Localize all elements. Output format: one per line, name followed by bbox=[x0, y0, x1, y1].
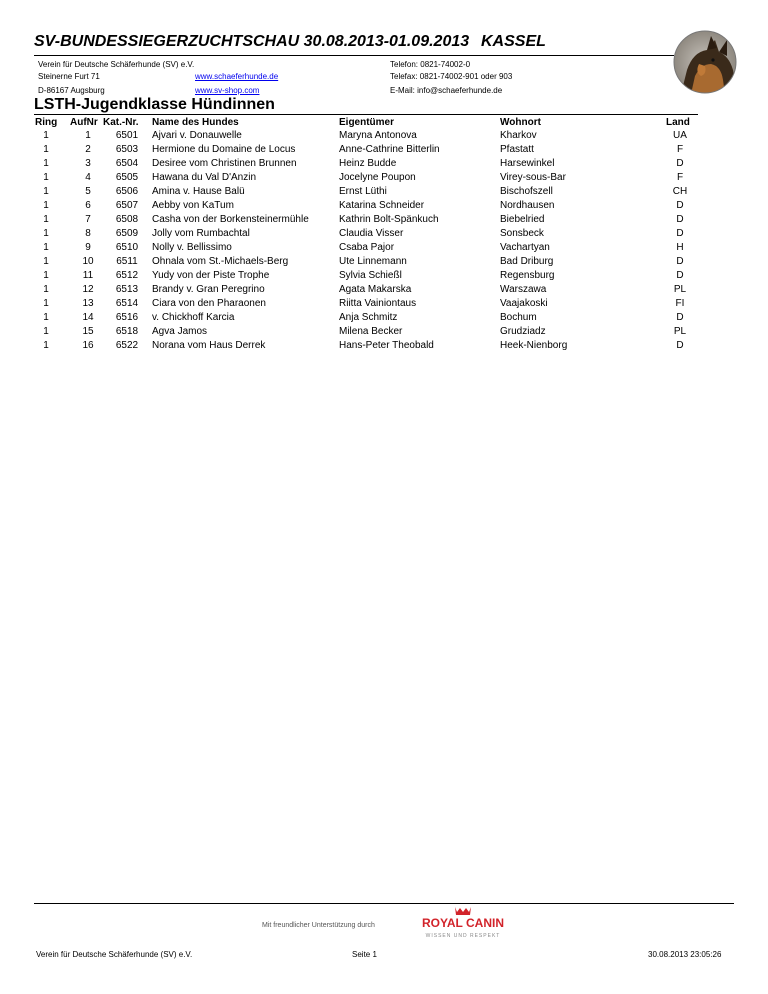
cell-owner: Riitta Vainiontaus bbox=[339, 298, 417, 309]
cell-owner: Heinz Budde bbox=[339, 158, 397, 169]
cell-country: D bbox=[676, 256, 684, 267]
cell-dog-name: Ohnala vom St.-Michaels-Berg bbox=[152, 256, 289, 267]
table-row bbox=[0, 130, 768, 144]
cell-dog-name: Jolly vom Rumbachtal bbox=[152, 228, 250, 239]
org-email: E-Mail: info@schaeferhunde.de bbox=[390, 86, 503, 95]
event-city: KASSEL bbox=[481, 33, 546, 50]
footer-timestamp: 30.08.2013 23:05:26 bbox=[648, 950, 722, 959]
cell-dog-name: Nolly v. Bellissimo bbox=[152, 242, 232, 253]
col-header-town: Wohnort bbox=[500, 117, 541, 128]
cell-dog-name: Hawana du Val D'Anzin bbox=[152, 172, 257, 183]
cell-aufnr: 8 bbox=[85, 228, 91, 239]
cell-owner: Ute Linnemann bbox=[339, 256, 407, 267]
org-street: Steinerne Furt 71 bbox=[38, 72, 100, 81]
cell-dog-name: Agva Jamos bbox=[152, 326, 208, 337]
cell-aufnr: 6 bbox=[85, 200, 91, 211]
cell-ring: 1 bbox=[43, 130, 49, 141]
cell-country: H bbox=[676, 242, 684, 253]
cell-ring: 1 bbox=[43, 144, 49, 155]
cell-owner: Milena Becker bbox=[339, 326, 403, 337]
cell-aufnr: 3 bbox=[85, 158, 91, 169]
cell-ring: 1 bbox=[43, 214, 49, 225]
cell-country: UA bbox=[673, 130, 687, 141]
cell-town: Heek-Nienborg bbox=[500, 340, 568, 351]
cell-aufnr: 1 bbox=[85, 130, 91, 141]
table-row bbox=[0, 200, 768, 214]
cell-dog-name: Yudy von der Piste Trophe bbox=[152, 270, 270, 281]
cell-ring: 1 bbox=[43, 340, 49, 351]
cell-dog-name: Brandy v. Gran Peregrino bbox=[152, 284, 265, 295]
cell-katnr: 6516 bbox=[115, 312, 139, 323]
cell-ring: 1 bbox=[43, 284, 49, 295]
cell-dog-name: Desiree vom Christinen Brunnen bbox=[152, 158, 297, 169]
cell-ring: 1 bbox=[43, 200, 49, 211]
org-name: Verein für Deutsche Schäferhunde (SV) e.V. bbox=[38, 60, 195, 69]
cell-owner: Maryna Antonova bbox=[339, 130, 417, 141]
cell-katnr: 6501 bbox=[115, 130, 139, 141]
header-divider bbox=[34, 55, 674, 56]
cell-town: Bochum bbox=[500, 312, 537, 323]
cell-aufnr: 13 bbox=[82, 298, 94, 309]
col-header-katnr: Kat.-Nr. bbox=[103, 117, 139, 128]
cell-aufnr: 9 bbox=[85, 242, 91, 253]
cell-owner: Agata Makarska bbox=[339, 284, 412, 295]
cell-aufnr: 11 bbox=[82, 270, 94, 281]
cell-ring: 1 bbox=[43, 158, 49, 169]
table-row bbox=[0, 326, 768, 340]
cell-owner: Anne-Cathrine Bitterlin bbox=[339, 144, 440, 155]
cell-town: Harsewinkel bbox=[500, 158, 555, 169]
footer-divider bbox=[34, 903, 734, 904]
table-row bbox=[0, 298, 768, 312]
cell-town: Warszawa bbox=[500, 284, 547, 295]
cell-town: Grudziadz bbox=[500, 326, 546, 337]
cell-owner: Kathrin Bolt-Spänkuch bbox=[339, 214, 439, 225]
cell-town: Nordhausen bbox=[500, 200, 555, 211]
cell-country: CH bbox=[672, 186, 688, 197]
cell-town: Bischofszell bbox=[500, 186, 553, 197]
cell-country: D bbox=[676, 158, 684, 169]
svg-text:ROYAL CANIN: ROYAL CANIN bbox=[421, 916, 505, 930]
cell-owner: Claudia Visser bbox=[339, 228, 404, 239]
cell-ring: 1 bbox=[43, 326, 49, 337]
cell-ring: 1 bbox=[43, 228, 49, 239]
org-zip-city: D-86167 Augsburg bbox=[38, 86, 105, 95]
cell-town: Sonsbeck bbox=[500, 228, 544, 239]
cell-owner: Jocelyne Poupon bbox=[339, 172, 416, 183]
footer-org: Verein für Deutsche Schäferhunde (SV) e.V. bbox=[36, 950, 193, 959]
cell-aufnr: 12 bbox=[82, 284, 94, 295]
sponsor-text: Mit freundlicher Unterstützung durch bbox=[262, 922, 375, 929]
cell-katnr: 6522 bbox=[115, 340, 139, 351]
shop-link[interactable]: www.sv-shop.com bbox=[195, 86, 260, 95]
cell-katnr: 6512 bbox=[115, 270, 139, 281]
cell-town: Kharkov bbox=[500, 130, 537, 141]
cell-aufnr: 16 bbox=[82, 340, 94, 351]
cell-katnr: 6508 bbox=[115, 214, 139, 225]
cell-country: FI bbox=[675, 298, 685, 309]
cell-town: Biebelried bbox=[500, 214, 545, 225]
royal-canin-logo bbox=[416, 905, 510, 941]
table-row bbox=[0, 186, 768, 200]
table-row bbox=[0, 340, 768, 354]
cell-ring: 1 bbox=[43, 312, 49, 323]
table-row bbox=[0, 172, 768, 186]
cell-town: Pfastatt bbox=[500, 144, 534, 155]
table-row bbox=[0, 312, 768, 326]
cell-aufnr: 2 bbox=[85, 144, 91, 155]
cell-town: Vaajakoski bbox=[500, 298, 548, 309]
cell-country: PL bbox=[673, 326, 687, 337]
cell-aufnr: 5 bbox=[85, 186, 91, 197]
cell-aufnr: 4 bbox=[85, 172, 91, 183]
cell-dog-name: v. Chickhoff Karcia bbox=[152, 312, 235, 323]
cell-dog-name: Aebby von KaTum bbox=[152, 200, 234, 211]
cell-dog-name: Casha von der Borkensteinermühle bbox=[152, 214, 309, 225]
cell-katnr: 6510 bbox=[115, 242, 139, 253]
cell-dog-name: Ajvari v. Donauwelle bbox=[152, 130, 242, 141]
document-title bbox=[34, 33, 684, 51]
shepherd-dog-photo-icon bbox=[673, 30, 737, 94]
cell-owner: Sylvia Schießl bbox=[339, 270, 402, 281]
cell-town: Bad Driburg bbox=[500, 256, 554, 267]
table-row bbox=[0, 284, 768, 298]
cell-aufnr: 10 bbox=[82, 256, 94, 267]
col-header-ring: Ring bbox=[35, 117, 58, 128]
cell-town: Regensburg bbox=[500, 270, 555, 281]
svg-text:WISSEN UND RESPEKT: WISSEN UND RESPEKT bbox=[425, 933, 501, 939]
table-row bbox=[0, 214, 768, 228]
website-link[interactable]: www.schaeferhunde.de bbox=[195, 72, 279, 81]
cell-dog-name: Norana vom Haus Derrek bbox=[152, 340, 266, 351]
class-divider bbox=[34, 114, 698, 115]
cell-katnr: 6507 bbox=[115, 200, 139, 211]
col-header-country: Land bbox=[666, 117, 690, 128]
footer-page: Seite 1 bbox=[352, 950, 377, 959]
cell-katnr: 6509 bbox=[115, 228, 139, 239]
cell-owner: Ernst Lüthi bbox=[339, 186, 387, 197]
cell-country: D bbox=[676, 228, 684, 239]
table-row bbox=[0, 256, 768, 270]
cell-ring: 1 bbox=[43, 270, 49, 281]
class-title: LSTH-Jugendklasse Hündinnen bbox=[34, 96, 275, 113]
table-row bbox=[0, 270, 768, 284]
cell-dog-name: Hermione du Domaine de Locus bbox=[152, 144, 296, 155]
table-row bbox=[0, 158, 768, 172]
col-header-owner: Eigentümer bbox=[339, 117, 395, 128]
cell-katnr: 6505 bbox=[115, 172, 139, 183]
event-title: SV-BUNDESSIEGERZUCHTSCHAU 30.08.2013-01.09.2013 bbox=[34, 33, 470, 50]
cell-katnr: 6513 bbox=[115, 284, 139, 295]
cell-aufnr: 7 bbox=[85, 214, 91, 225]
table-row bbox=[0, 144, 768, 158]
cell-owner: Anja Schmitz bbox=[339, 312, 398, 323]
col-header-aufnr: AufNr bbox=[70, 117, 98, 128]
cell-owner: Csaba Pajor bbox=[339, 242, 395, 253]
cell-country: F bbox=[676, 144, 684, 155]
table-row bbox=[0, 242, 768, 256]
cell-country: F bbox=[676, 172, 684, 183]
cell-town: Vachartyan bbox=[500, 242, 550, 253]
cell-katnr: 6511 bbox=[116, 256, 138, 267]
cell-katnr: 6518 bbox=[115, 326, 139, 337]
cell-dog-name: Ciara von den Pharaonen bbox=[152, 298, 266, 309]
cell-katnr: 6504 bbox=[115, 158, 139, 169]
cell-owner: Katarina Schneider bbox=[339, 200, 425, 211]
cell-katnr: 6514 bbox=[115, 298, 139, 309]
cell-aufnr: 15 bbox=[82, 326, 94, 337]
cell-aufnr: 14 bbox=[82, 312, 94, 323]
cell-dog-name: Amina v. Hause Balü bbox=[152, 186, 245, 197]
cell-country: D bbox=[676, 214, 684, 225]
org-fax: Telefax: 0821-74002-901 oder 903 bbox=[390, 72, 513, 81]
cell-ring: 1 bbox=[43, 172, 49, 183]
cell-country: D bbox=[676, 200, 684, 211]
cell-town: Virey-sous-Bar bbox=[500, 172, 566, 183]
cell-country: PL bbox=[673, 284, 687, 295]
cell-katnr: 6503 bbox=[115, 144, 139, 155]
cell-country: D bbox=[676, 340, 684, 351]
cell-owner: Hans-Peter Theobald bbox=[339, 340, 434, 351]
table-row bbox=[0, 228, 768, 242]
cell-ring: 1 bbox=[43, 256, 49, 267]
cell-country: D bbox=[676, 312, 684, 323]
cell-katnr: 6506 bbox=[115, 186, 139, 197]
org-phone: Telefon: 0821-74002-0 bbox=[390, 60, 471, 69]
cell-ring: 1 bbox=[43, 242, 49, 253]
cell-ring: 1 bbox=[43, 186, 49, 197]
cell-ring: 1 bbox=[43, 298, 49, 309]
col-header-name: Name des Hundes bbox=[152, 117, 239, 128]
cell-country: D bbox=[676, 270, 684, 281]
